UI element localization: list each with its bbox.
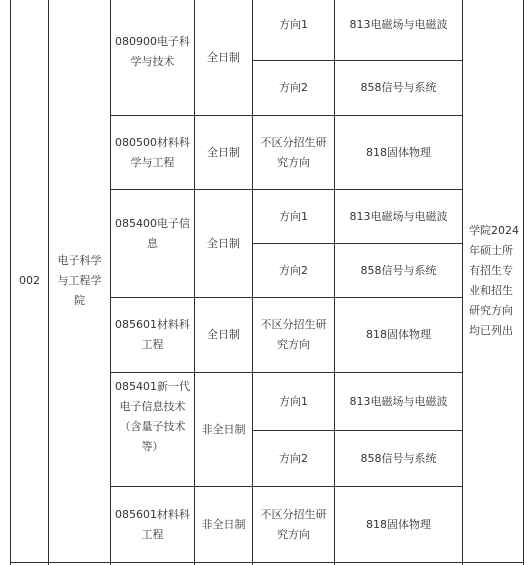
major-name: 085401新一代 电子信息技术 （含量子技术 等） xyxy=(115,380,190,453)
exam-subject: 858信号与系统 xyxy=(360,263,437,277)
study-mode: 全日制 xyxy=(207,328,240,341)
grid-line xyxy=(523,0,524,565)
direction: 方向1 xyxy=(279,209,308,223)
direction: 方向1 xyxy=(279,18,308,31)
unit-code: 002 xyxy=(19,274,40,287)
direction: 方向2 xyxy=(279,263,308,277)
direction: 方向2 xyxy=(279,451,308,465)
direction: 不区分招生研 究方向 xyxy=(260,135,327,169)
major-name: 080500材料科 学与工程 xyxy=(115,135,190,169)
study-mode: 全日制 xyxy=(207,145,240,159)
direction: 方向1 xyxy=(279,394,308,408)
major-name: 080900电子科 学与技术 xyxy=(115,35,190,68)
exam-subject: 858信号与系统 xyxy=(360,81,437,94)
major-name: 085601材料科 工程 xyxy=(115,507,190,541)
direction: 不区分招生研 究方向 xyxy=(260,507,327,541)
direction: 不区分招生研 究方向 xyxy=(260,318,327,351)
note-text: 学院2024 年硕士所 有招生专 业和招生 研究方向 均已列出 xyxy=(469,224,519,337)
study-mode: 全日制 xyxy=(207,236,240,250)
exam-subject: 813电磁场与电磁波 xyxy=(349,18,448,31)
major-name: 085400电子信 息 xyxy=(115,217,190,250)
major-name: 085601材料科 工程 xyxy=(115,318,190,351)
direction: 方向2 xyxy=(279,81,308,94)
grid-line xyxy=(10,562,524,563)
study-mode: 非全日制 xyxy=(201,517,246,531)
study-mode: 非全日制 xyxy=(201,422,246,436)
exam-subject: 818固体物理 xyxy=(366,517,431,531)
exam-subject: 858信号与系统 xyxy=(360,451,437,465)
exam-subject: 813电磁场与电磁波 xyxy=(349,209,448,223)
exam-subject: 818固体物理 xyxy=(366,145,431,159)
exam-subject: 818固体物理 xyxy=(366,328,431,341)
exam-subject: 813电磁场与电磁波 xyxy=(349,394,448,408)
study-mode: 全日制 xyxy=(207,50,240,64)
college-name: 电子科学 与工程学 院 xyxy=(57,254,102,307)
